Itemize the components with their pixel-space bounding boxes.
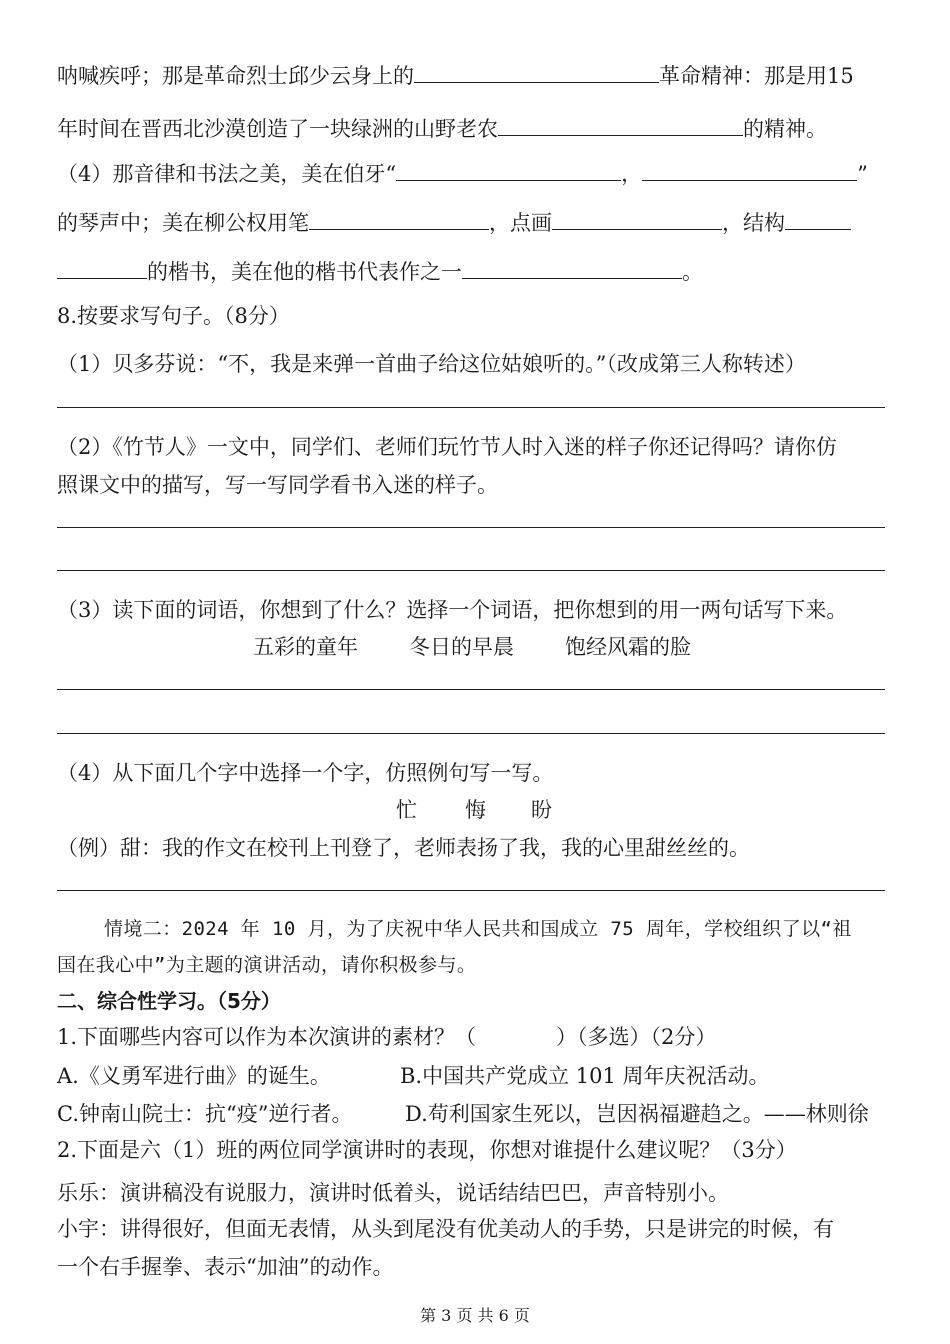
q8-sub1: （1）贝多芬说：“不，我是来弹一首曲子给这位姑娘听的。”（改成第三人称转述） xyxy=(57,352,806,376)
fill-blank[interactable] xyxy=(498,116,743,136)
q7-text: 的精神。 xyxy=(743,117,827,141)
q8-sub4: （4）从下面几个字中选择一个字，仿照例句写一写。 xyxy=(57,761,554,785)
option-a: A.《义勇军进行曲》的诞生。 xyxy=(57,1064,331,1088)
q8-sub3: （3）读下面的词语，你想到了什么？选择一个词语，把你想到的用一两句话写下来。 xyxy=(57,598,848,622)
q7-text: ，结构 xyxy=(722,211,785,235)
answer-line[interactable] xyxy=(57,570,885,571)
q7-part4-line2 xyxy=(57,207,851,237)
q7-part4-line3 xyxy=(57,256,703,286)
answer-line[interactable] xyxy=(57,733,885,734)
word-2: 冬日的早晨 xyxy=(409,635,514,659)
q7-line1 xyxy=(57,60,854,90)
q8-title: 8.按要求写句子。（8分） xyxy=(57,304,290,328)
fill-blank[interactable] xyxy=(396,161,621,181)
option-d: D.苟利国家生死以，岂因祸福避趋之。——林则徐 xyxy=(405,1102,869,1126)
q7-text: ， xyxy=(621,162,643,186)
option-c: C.钟南山院士：抗“疫”逆行者。 xyxy=(57,1102,353,1126)
q7-text: ，点画 xyxy=(489,211,552,235)
q7-part4-line1 xyxy=(57,158,868,188)
q7-line2 xyxy=(57,113,827,143)
q7-text: 。 xyxy=(682,260,703,284)
s2-q1-text: ）（多选）（2分） xyxy=(556,1025,717,1049)
q7-text: 革命精神：那是用15 xyxy=(659,64,854,88)
lele-text: 乐乐：演讲稿没有说服力，演讲时低着头，说话结结巴巴，声音特别小。 xyxy=(57,1181,729,1205)
scenario-line1: 情境二：2024 年 10 月，为了庆祝中华人民共和国成立 75 周年，学校组织了以“祖 xyxy=(104,918,852,940)
fill-blank[interactable] xyxy=(462,259,682,279)
q7-text: 的琴声中；美在柳公权用笔 xyxy=(57,211,309,235)
char-2: 悔 xyxy=(465,798,486,822)
q8-sub2-line1: （2）《竹节人》一文中，同学们、老师们玩竹节人时入迷的样子你还记得吗？请你仿 xyxy=(57,435,837,459)
answer-line[interactable] xyxy=(57,407,885,408)
fill-blank[interactable] xyxy=(552,210,722,230)
s2-q1-text: 1.下面哪些内容可以作为本次演讲的素材？（ xyxy=(57,1025,477,1049)
q7-text: 呐喊疾呼；那是革命烈士邱少云身上的 xyxy=(57,64,414,88)
answer-line[interactable] xyxy=(57,890,885,891)
q7-text: ” xyxy=(857,162,868,186)
option-b: B.中国共产党成立 101 周年庆祝活动。 xyxy=(400,1064,770,1088)
section2-title: 二、综合性学习。（5分） xyxy=(57,989,281,1013)
answer-line[interactable] xyxy=(57,527,885,528)
answer-line[interactable] xyxy=(57,689,885,690)
xiaoyu-line2: 一个右手握拳、表示“加油”的动作。 xyxy=(57,1255,394,1279)
page-footer: 第 3 页 共 6 页 xyxy=(420,1306,530,1325)
q7-text: 年时间在晋西北沙漠创造了一块绿洲的山野老农 xyxy=(57,117,498,141)
q7-text: 的楷书，美在他的楷书代表作之一 xyxy=(147,260,462,284)
fill-blank[interactable] xyxy=(642,161,857,181)
s2-q2: 2.下面是六（1）班的两位同学演讲时的表现，你想对谁提什么建议呢？（3分） xyxy=(57,1138,797,1162)
char-1: 忙 xyxy=(396,798,417,822)
s2-q1 xyxy=(57,1021,716,1051)
fill-blank[interactable] xyxy=(785,210,851,230)
word-1: 五彩的童年 xyxy=(253,635,358,659)
xiaoyu-line1: 小宇：讲得很好，但面无表情，从头到尾没有优美动人的手势，只是讲完的时候，有 xyxy=(57,1217,834,1241)
q7-text: （4）那音律和书法之美，美在伯牙“ xyxy=(57,162,397,186)
scenario-line2: 国在我心中”为主题的演讲活动，请你积极参与。 xyxy=(57,954,477,976)
fill-blank[interactable] xyxy=(414,63,659,83)
fill-blank[interactable] xyxy=(309,210,489,230)
q8-sub2-line2: 照课文中的描写，写一写同学看书入迷的样子。 xyxy=(57,473,498,497)
word-3: 饱经风霜的脸 xyxy=(565,635,691,659)
char-3: 盼 xyxy=(531,798,552,822)
q8-example: （例）甜：我的作文在校刊上刊登了，老师表扬了我，我的心里甜丝丝的。 xyxy=(57,836,750,860)
fill-blank[interactable] xyxy=(57,259,147,279)
